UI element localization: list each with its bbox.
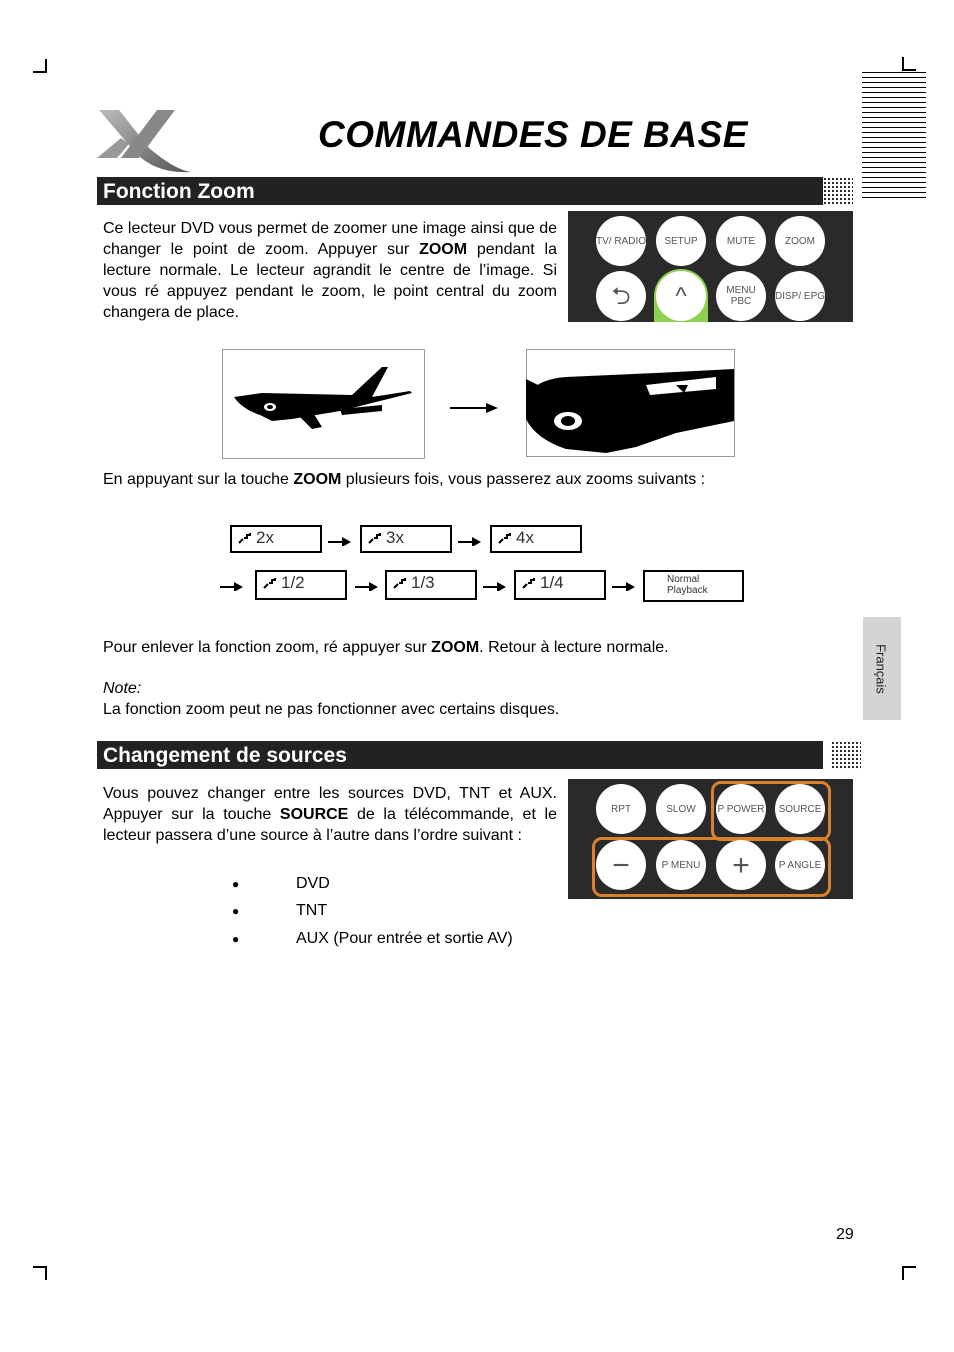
- airplane-zoomed-image: [526, 349, 735, 457]
- language-label: Français: [873, 644, 889, 694]
- section-heading-sources: Changement de sources: [97, 741, 823, 769]
- heading-dots-decoration: [831, 741, 861, 769]
- sources-intro-paragraph: Vous pouvez changer entre les sources DVD, TNT et AUX. Appuyer sur la touche SOURCE de la télécommande, et le lecteur passera d’une source à l’autre dans l’ordre suivant :: [103, 785, 557, 844]
- airplane-normal-image: [222, 349, 425, 459]
- list-item: [232, 873, 239, 895]
- page-title: COMMANDES DE BASE: [318, 114, 748, 155]
- remote-button-p-menu: P MENU: [656, 840, 706, 890]
- zoom-magnify-icon: [238, 532, 252, 544]
- note-label: Note:: [103, 680, 142, 697]
- remote-control-zoom-image: [568, 211, 853, 322]
- zoom-magnify-icon: [368, 532, 382, 544]
- arrow-right-icon: [483, 581, 507, 591]
- arrow-right-icon: [328, 536, 352, 546]
- remote-button-setup: SETUP: [656, 216, 706, 266]
- zoom-magnify-icon: [522, 577, 536, 589]
- normal-playback-box: Normal Playback: [643, 570, 744, 602]
- zoom-level-box: 4x: [490, 525, 582, 553]
- zoom-level-box: 1/2: [255, 570, 347, 600]
- decorative-stripes: [862, 72, 926, 200]
- zoom-level-box: 3x: [360, 525, 452, 553]
- remote-button-disp-epg: DISP/ EPG: [775, 271, 825, 321]
- up-arrow-icon: ^: [656, 271, 706, 321]
- list-item: [232, 928, 239, 950]
- arrow-right-icon: [450, 401, 500, 415]
- zoom-intro-paragraph: Ce lecteur DVD vous permet de zoomer une image ainsi que de changer le point de zoom. Appuyer sur ZOOM pendant la lecture normale. Le lecteur agrandit le centre de l’image. Si vous ré appuyez pendant le zoom, le point central du zoom changera de place.: [103, 220, 558, 321]
- zoom-level-box: 2x: [230, 525, 322, 553]
- remote-button-rpt: RPT: [596, 784, 646, 834]
- remote-button-menu-pbc: MENU PBC: [716, 271, 766, 321]
- page-number: 29: [836, 1226, 854, 1243]
- minus-icon: −: [596, 840, 646, 890]
- zoom-press-line: En appuyant sur la touche ZOOM plusieurs fois, vous passerez aux zooms suivants :: [103, 471, 706, 488]
- source-item-dvd: DVD: [296, 875, 330, 892]
- remote-button-p-angle: P ANGLE: [775, 840, 825, 890]
- brand-x-logo: [95, 108, 195, 176]
- zoom-magnify-icon: [263, 577, 277, 589]
- remote-control-source-image: [568, 779, 853, 899]
- remote-button-mute: MUTE: [716, 216, 766, 266]
- crop-mark-top-left: [33, 59, 47, 73]
- arrow-right-icon: [220, 581, 244, 591]
- list-item: [232, 900, 239, 922]
- heading-dots-decoration: [823, 177, 853, 205]
- arrow-right-icon: [355, 581, 379, 591]
- remote-button-p-power: P POWER: [716, 784, 766, 834]
- language-side-tab: [863, 617, 901, 720]
- crop-mark-bottom-right: [902, 1266, 916, 1280]
- arrow-right-icon: [612, 581, 636, 591]
- arrow-right-icon: [458, 536, 482, 546]
- crop-mark-bottom-left: [33, 1266, 47, 1280]
- zoom-remove-line: Pour enlever la fonction zoom, ré appuyer sur ZOOM. Retour à lecture normale.: [103, 639, 669, 656]
- plus-icon: +: [716, 840, 766, 890]
- bullet-icon: ●: [232, 904, 240, 918]
- section-heading-zoom: Fonction Zoom: [97, 177, 823, 205]
- remote-button-tv-radio: TV/ RADIO: [596, 216, 646, 266]
- zoom-level-box: 1/3: [385, 570, 477, 600]
- source-item-tnt: TNT: [296, 902, 328, 919]
- bullet-icon: ●: [232, 932, 240, 946]
- note-text: La fonction zoom peut ne pas fonctionner avec certains disques.: [103, 701, 560, 718]
- bullet-icon: ●: [232, 877, 240, 891]
- remote-button-zoom: ZOOM: [775, 216, 825, 266]
- zoom-magnify-icon: [393, 577, 407, 589]
- zoom-magnify-icon: [498, 532, 512, 544]
- crop-mark-top-right: [902, 57, 916, 71]
- return-arrow-icon: ⮌: [596, 271, 646, 321]
- remote-button-slow: SLOW: [656, 784, 706, 834]
- remote-button-source: SOURCE: [775, 784, 825, 834]
- source-item-aux: AUX (Pour entrée et sortie AV): [296, 930, 513, 947]
- zoom-level-box: 1/4: [514, 570, 606, 600]
